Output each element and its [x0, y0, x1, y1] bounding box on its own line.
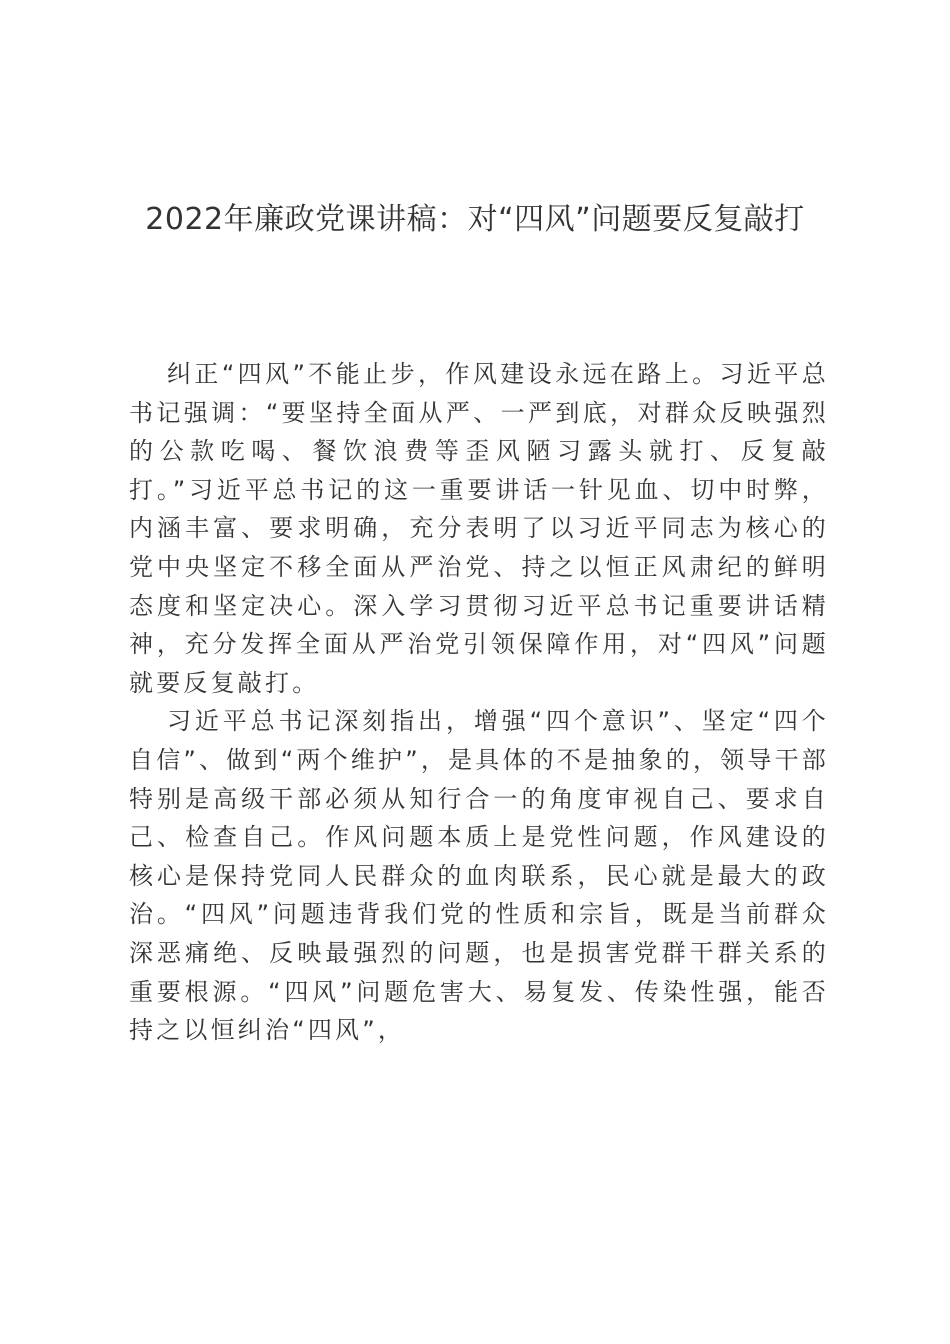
document-title: 2022年廉政党课讲稿：对“四风”问题要反复敲打 — [145, 202, 805, 237]
paragraph-1: 纠正“四风”不能止步，作风建设永远在路上。习近平总书记强调：“要坚持全面从严、一严到底，对群众反映强烈的公款吃喝、餐饮浪费等歪风陋习露头就打、反复敲打。”习近平总书记的这一重要讲话一针见血、切中时弊，内涵丰富、要求明确，充分表明了以习近平同志为核心的党中央坚定不移全面从严治党、持之以恒正风肃纪的鲜明态度和坚定决心。深入学习贯彻习近平总书记重要讲话精神，充分发挥全面从严治党引领保障作用，对“四风”问题就要反复敲打。 — [129, 360, 829, 697]
document-body — [129, 355, 829, 1050]
paragraph-2: 习近平总书记深刻指出，增强“四个意识”、坚定“四个自信”、做到“两个维护”，是具体的不是抽象的，领导干部特别是高级干部必须从知行合一的角度审视自己、要求自己、检查自己。作风问题本质上是党性问题，作风建设的核心是保持党同人民群众的血肉联系，民心就是最大的政治。“四风”问题违背我们党的性质和宗旨，既是当前群众深恶痛绝、反映最强烈的问题，也是损害党群干群关系的重要根源。“四风”问题危害大、易复发、传染性强，能否持之以恒纠治“四风”， — [129, 707, 829, 1045]
